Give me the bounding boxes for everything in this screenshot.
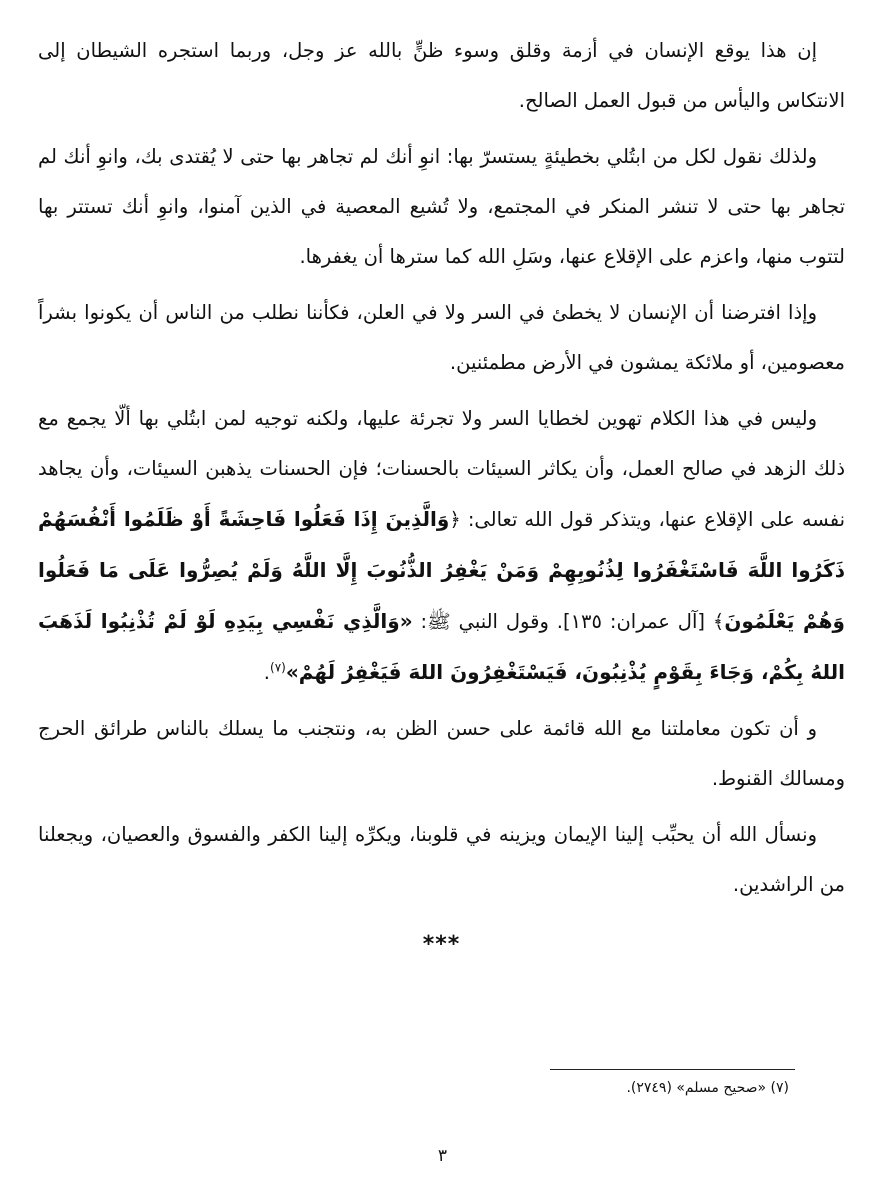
verse-citation: [آل عمران: ١٣٥]. <box>548 610 713 633</box>
quran-close-bracket: ﴾ <box>712 610 725 633</box>
footnote-divider <box>550 1069 795 1070</box>
paragraph-4-end: . <box>263 661 270 684</box>
paragraph-1: إن هذا يوقع الإنسان في أزمة وقلق وسوء ظنٍّ بالله عز وجل، وربما استجره الشيطان إلى الانتكاس واليأس من قبول العمل الصالح. <box>38 39 845 112</box>
body-text <box>38 26 845 976</box>
paragraph-5: و أن تكون معاملتنا مع الله قائمة على حسن الظن به، ونتجنب ما يسلك بالناس طرائق الحرج ومسالك القنوط. <box>38 717 845 790</box>
quran-verse: وَالَّذِينَ إِذَا فَعَلُوا فَاحِشَةً أَوْ ظَلَمُوا أَنْفُسَهُمْ ذَكَرُوا اللَّهَ فَاسْتَغْفَرُوا لِذُنُوبِهِمْ وَمَنْ يَغْفِرُ الذُّنُوبَ إِلَّا اللَّهُ وَلَمْ يُصِرُّوا عَلَى مَا فَعَلُوا وَهُمْ يَعْلَمُونَ <box>38 507 845 633</box>
page-number: ٣ <box>437 1146 448 1166</box>
hadith-intro: وقول النبي ﷺ: <box>412 610 549 633</box>
paragraph-6: ونسأل الله أن يحبِّب إلينا الإيمان ويزينه في قلوبنا، ويكرِّه إلينا الكفر والفسوق والعصيان، ويجعلنا من الراشدين. <box>38 823 845 896</box>
quran-open-bracket: ﴿ <box>449 508 461 531</box>
footnote-reference: (٧) <box>270 660 286 675</box>
paragraph-3: وإذا افترضنا أن الإنسان لا يخطئ في السر ولا في العلن، فكأننا نطلب من الناس أن يكونوا بشراً معصومين، أو ملائكة يمشون في الأرض مطمئنين. <box>38 301 845 374</box>
hadith-text: «وَالَّذِي نَفْسِي بِيَدِهِ لَوْ لَمْ تُذْنِبُوا لَذَهَبَ اللهُ بِكُمْ، وَجَاءَ بِقَوْمٍ يُذْنِبُونَ، فَيَسْتَغْفِرُونَ اللهَ فَيَغْفِرُ لَهُمْ» <box>38 609 845 684</box>
footnote: (٧) «صحيح مسلم» (٢٧٤٩). <box>626 1080 789 1096</box>
paragraph-2: ولذلك نقول لكل من ابتُلي بخطيئةٍ يستسرّ بها: انوِ أنك لم تجاهر بها حتى لا يُقتدى بك، وانوِ أنك لم تجاهر بها حتى لا تنشر المنكر في المجتمع، ولا تُشيع المعصية في الذين آمنوا، وانوِ أنك تستتر بها لتتوب منها، واعزم على الإقلاع عنها، وسَلِ الله كما سترها أن يغفرها. <box>38 145 845 268</box>
section-separator: *** <box>422 932 461 957</box>
paragraph-4 <box>38 394 845 698</box>
paragraph-4-intro: وليس في هذا الكلام تهوين لخطايا السر ولا تجرئة عليها، ولكنه توجيه لمن ابتُلي بها ألّا يجمع مع ذلك الزهد في صالح العمل، وأن يكاثر السيئات بالحسنات؛ فإن الحسنات يذهبن السيئات، وأن يجاهد نفسه على الإقلاع عنها، ويتذكر قول الله تعالى: <box>38 407 845 531</box>
